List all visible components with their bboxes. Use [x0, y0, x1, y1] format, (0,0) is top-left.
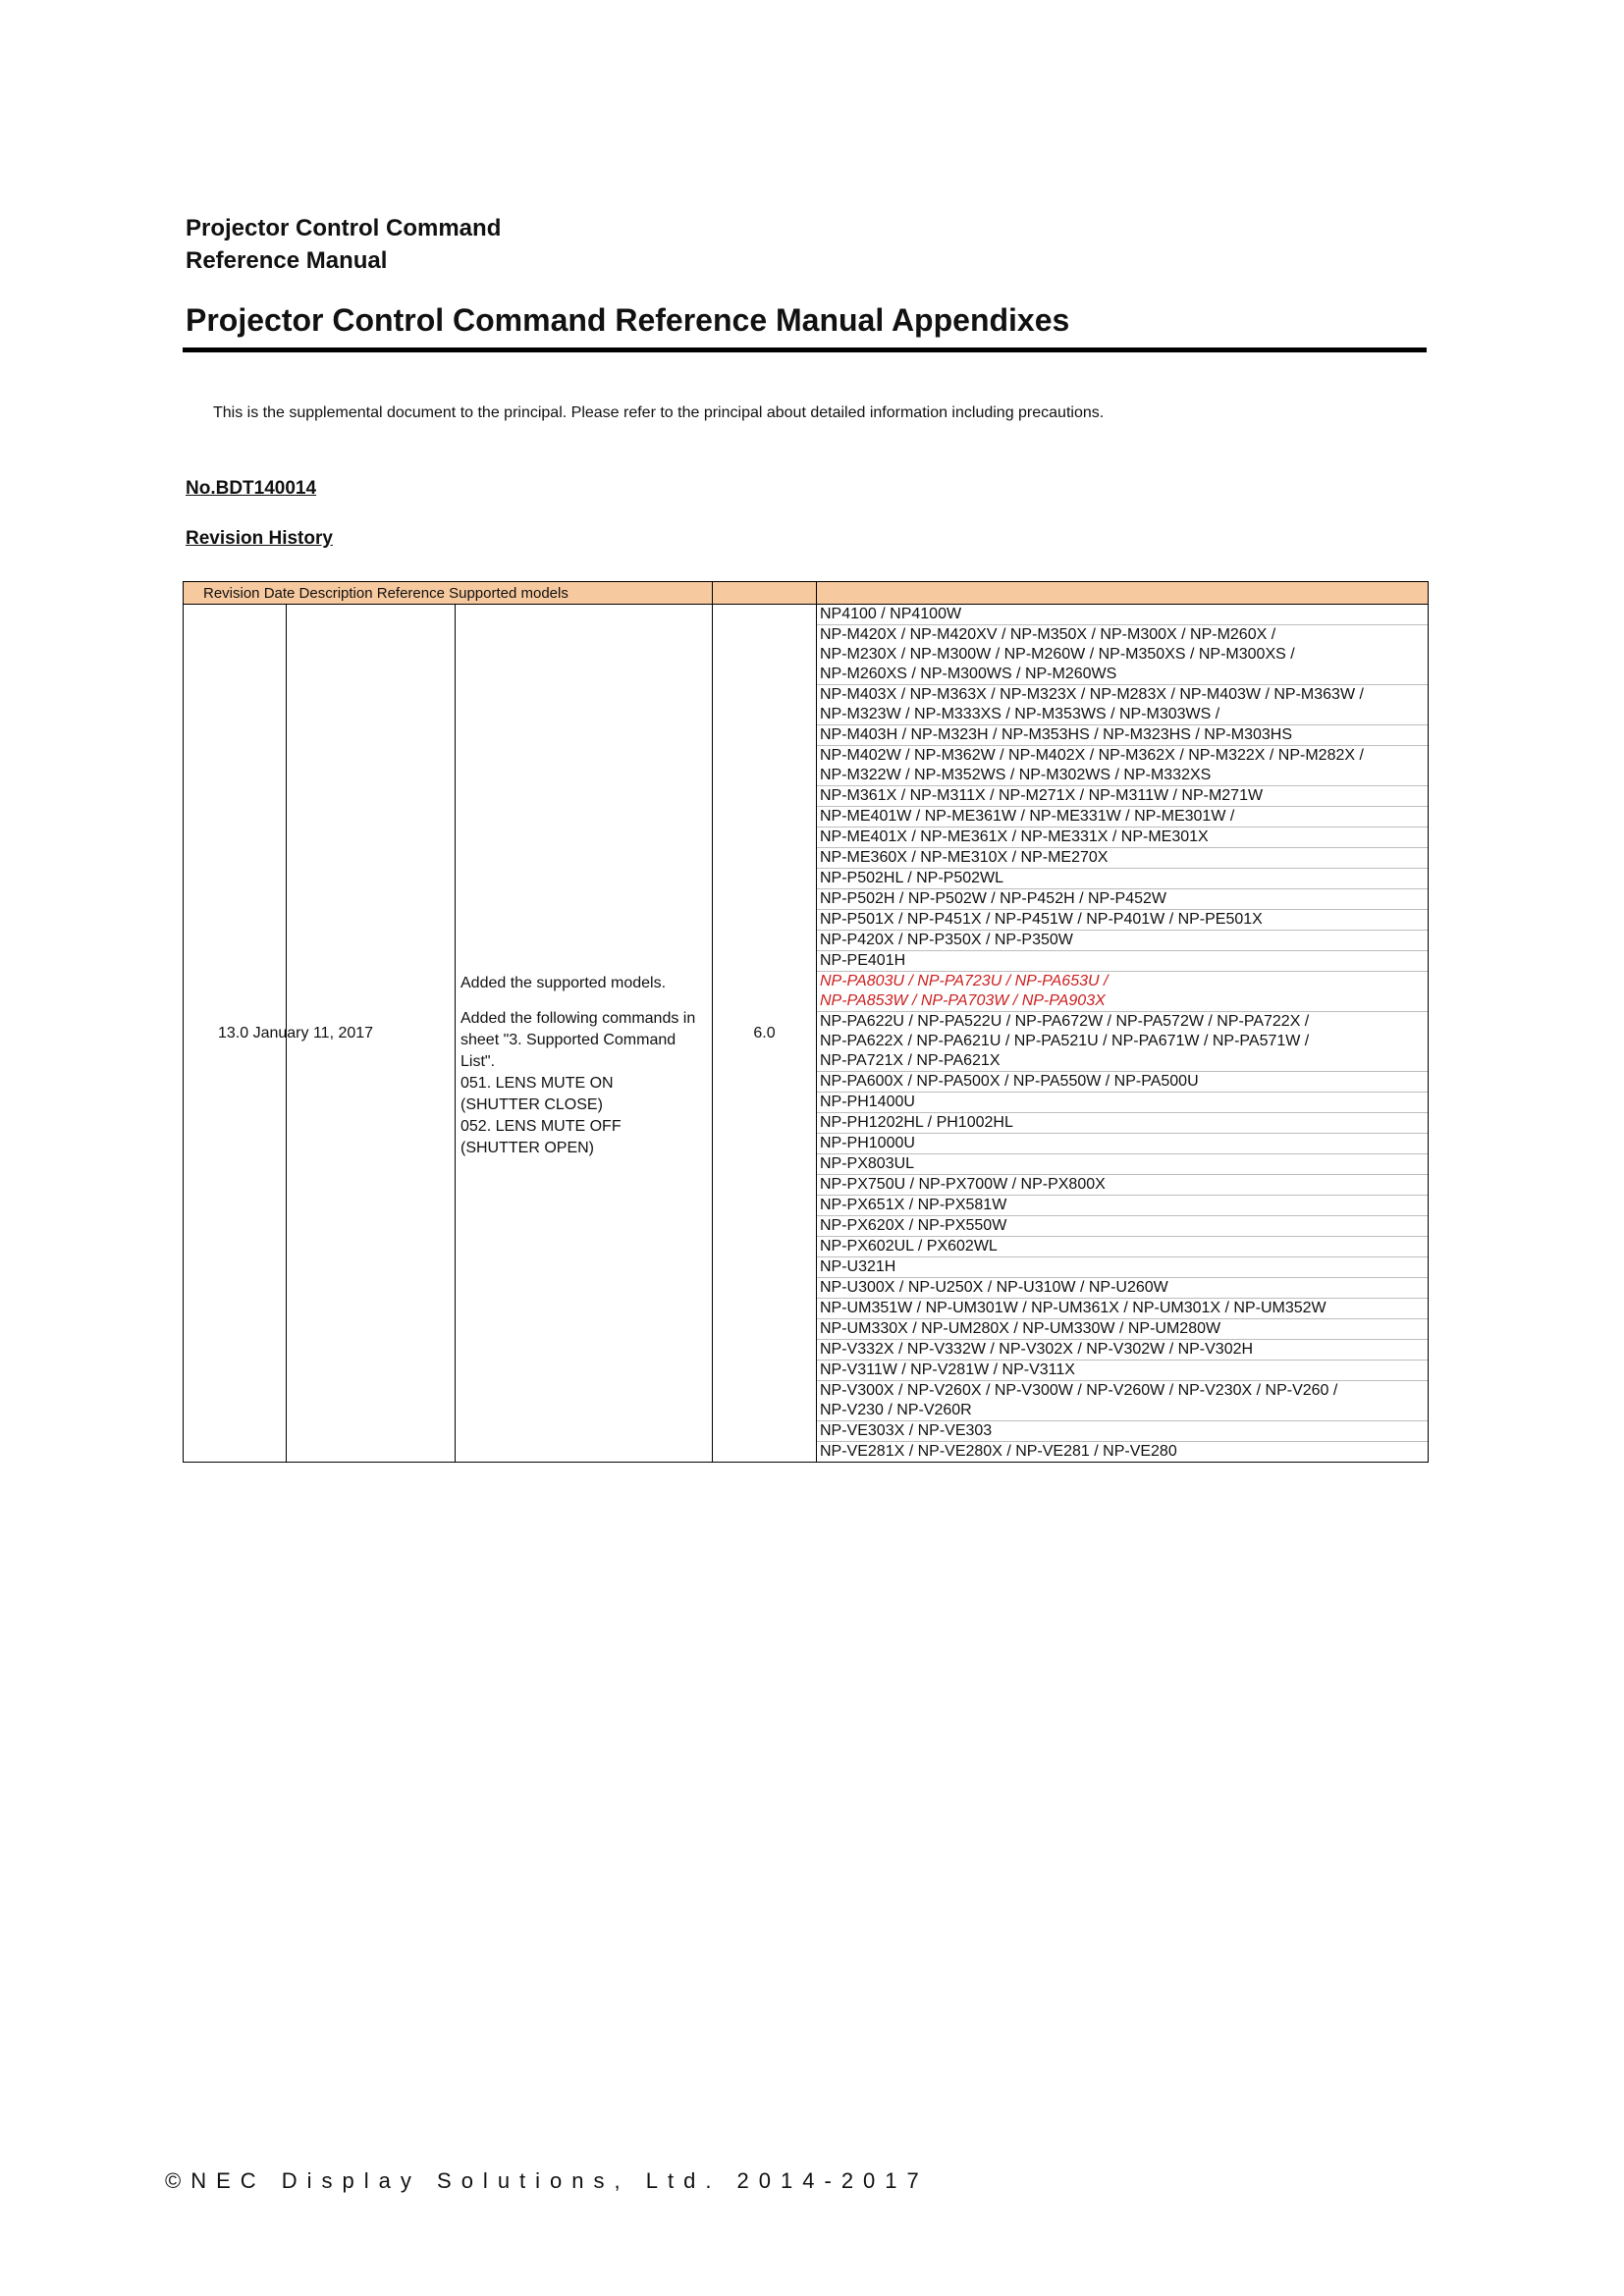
model-group-item: [817, 972, 1428, 1012]
model-line-text: NP-ME360X / NP-ME310X / NP-ME270X: [820, 849, 1109, 866]
model-line-text: NP-U321H: [820, 1258, 896, 1275]
model-group-item: [817, 1381, 1428, 1421]
model-group-item: [817, 1299, 1428, 1319]
description-line: Added the supported models.: [460, 975, 667, 991]
model-line-text: NP-P502HL / NP-P502WL: [820, 870, 1004, 886]
model-group-item: [817, 1154, 1428, 1175]
command-line: (SHUTTER OPEN): [460, 1140, 594, 1156]
model-line-text: NP-PA803U / NP-PA723U / NP-PA653U /: [820, 973, 1109, 989]
model-group-item: [817, 605, 1428, 625]
model-group-item: [817, 807, 1428, 828]
model-line-text: NP-PH1400U: [820, 1094, 915, 1110]
model-line-text: NP-M403X / NP-M363X / NP-M323X / NP-M283X / NP-M403W / NP-M363W /: [820, 686, 1364, 703]
model-line-text: NP-P420X / NP-P350X / NP-P350W: [820, 932, 1073, 948]
manual-title-line1: Projector Control Command: [186, 215, 502, 241]
model-line-text: NP-ME401X / NP-ME361X / NP-ME331X / NP-ME301X: [820, 828, 1209, 845]
model-line-text: NP-M230X / NP-M300W / NP-M260W / NP-M350XS / NP-M300XS /: [820, 646, 1295, 663]
model-group-item: [817, 685, 1428, 725]
model-group-item: [817, 951, 1428, 972]
model-group-item: [817, 1361, 1428, 1381]
model-line-text: NP-V332X / NP-V332W / NP-V302X / NP-V302W / NP-V302H: [820, 1341, 1254, 1358]
model-line-text: NP-PA853W / NP-PA703W / NP-PA903X: [820, 992, 1106, 1009]
model-line-text: NP-M322W / NP-M352WS / NP-M302WS / NP-M332XS: [820, 767, 1212, 783]
model-group-item: [817, 746, 1428, 786]
table-header-cell: [817, 582, 1429, 605]
model-line-text: NP-U300X / NP-U250X / NP-U310W / NP-U260W: [820, 1279, 1168, 1296]
revision-history-heading: Revision History: [186, 528, 333, 549]
command-line: 051. LENS MUTE ON: [460, 1075, 614, 1092]
model-line-text: NP-M260XS / NP-M300WS / NP-M260WS: [820, 666, 1117, 682]
description-line: Added the following commands in sheet "3. Supported Command List".: [460, 1010, 696, 1070]
model-group-item: [817, 1237, 1428, 1257]
model-line-text: NP-PX602UL / PX602WL: [820, 1238, 998, 1255]
model-group-item: [817, 1257, 1428, 1278]
reference-cell: 6.0: [713, 605, 817, 1463]
model-group-item: [817, 1175, 1428, 1196]
copyright-footer: ©NEC Display Solutions, Ltd. 2014-2017: [165, 2168, 929, 2193]
model-group-item: [817, 1012, 1428, 1072]
model-group-item: [817, 1072, 1428, 1093]
title-divider: [183, 347, 1427, 352]
model-line-text: NP-UM351W / NP-UM301W / NP-UM361X / NP-UM301X / NP-UM352W: [820, 1300, 1326, 1316]
table-row: [184, 605, 1429, 1463]
model-group-item: [817, 1113, 1428, 1134]
manual-title-line2: Reference Manual: [186, 247, 388, 274]
model-line-text: NP-M361X / NP-M311X / NP-M271X / NP-M311W / NP-M271W: [820, 787, 1264, 804]
model-line-text: NP-VE303X / NP-VE303: [820, 1422, 993, 1439]
model-line-text: NP-UM330X / NP-UM280X / NP-UM330W / NP-UM280W: [820, 1320, 1221, 1337]
model-group-item: [817, 828, 1428, 848]
model-group-item: [817, 910, 1428, 931]
model-group-item: [817, 1216, 1428, 1237]
document-number: No.BDT140014: [186, 478, 317, 499]
command-line: (SHUTTER CLOSE): [460, 1096, 603, 1113]
model-line-text: NP-VE281X / NP-VE280X / NP-VE281 / NP-VE280: [820, 1443, 1177, 1460]
model-group-item: [817, 1319, 1428, 1340]
command-line: 052. LENS MUTE OFF: [460, 1118, 622, 1135]
model-line-text: NP-P502H / NP-P502W / NP-P452H / NP-P452W: [820, 890, 1167, 907]
model-group-item: [817, 931, 1428, 951]
model-line-text: NP-PX803UL: [820, 1155, 915, 1172]
description-cell: [456, 605, 713, 1463]
model-line-text: NP-M403H / NP-M323H / NP-M353HS / NP-M323HS / NP-M303HS: [820, 726, 1293, 743]
model-group-item: [817, 625, 1428, 685]
table-header-cell: [184, 582, 568, 605]
revision-date-text: 13.0 January 11, 2017: [218, 1024, 374, 1041]
model-group-item: [817, 786, 1428, 807]
model-line-text: NP-PA600X / NP-PA500X / NP-PA550W / NP-PA500U: [820, 1073, 1199, 1090]
model-line-text: NP4100 / NP4100W: [820, 606, 962, 622]
table-header-row: [184, 582, 1429, 605]
model-line-text: NP-V300X / NP-V260X / NP-V300W / NP-V260W / NP-V230X / NP-V260 /: [820, 1382, 1338, 1399]
model-line-text: NP-M420X / NP-M420XV / NP-M350X / NP-M300X / NP-M260X /: [820, 626, 1276, 643]
page-title: Projector Control Command Reference Manual Appendixes: [186, 302, 1070, 338]
model-group-item: [817, 1421, 1428, 1442]
table-header-cell: [713, 582, 817, 605]
model-line-text: NP-PA622X / NP-PA621U / NP-PA521U / NP-PA671W / NP-PA571W /: [820, 1033, 1310, 1049]
model-line-text: NP-PX651X / NP-PX581W: [820, 1197, 1007, 1213]
model-line-text: NP-PA622U / NP-PA522U / NP-PA672W / NP-PA572W / NP-PA722X /: [820, 1013, 1310, 1030]
model-group-item: [817, 1442, 1428, 1462]
intro-text: This is the supplemental document to the principal. Please refer to the principal about detailed information including precautions.: [213, 404, 1105, 421]
supported-models-cell: [817, 605, 1429, 1463]
model-group-item: [817, 725, 1428, 746]
model-line-text: NP-PE401H: [820, 952, 906, 969]
revision-history-table: [183, 581, 1429, 1463]
model-line-text: NP-PH1000U: [820, 1135, 915, 1151]
model-group-item: [817, 848, 1428, 869]
model-line-text: NP-PX750U / NP-PX700W / NP-PX800X: [820, 1176, 1106, 1193]
model-group-item: [817, 1196, 1428, 1216]
model-group-item: [817, 889, 1428, 910]
model-line-text: NP-M402W / NP-M362W / NP-M402X / NP-M362X / NP-M322X / NP-M282X /: [820, 747, 1364, 764]
model-line-text: NP-PA721X / NP-PA621X: [820, 1052, 1001, 1069]
manual-title: [186, 212, 501, 277]
model-line-text: NP-M323W / NP-M333XS / NP-M353WS / NP-M303WS /: [820, 706, 1220, 722]
model-group-item: [817, 1134, 1428, 1154]
model-line-text: NP-ME401W / NP-ME361W / NP-ME331W / NP-ME301W /: [820, 808, 1235, 825]
model-line-text: NP-V311W / NP-V281W / NP-V311X: [820, 1362, 1075, 1378]
model-group-item: [817, 1340, 1428, 1361]
model-group-item: [817, 869, 1428, 889]
model-line-text: NP-V230 / NP-V260R: [820, 1402, 972, 1418]
supported-models-list: [817, 605, 1428, 1462]
model-line-text: NP-PX620X / NP-PX550W: [820, 1217, 1007, 1234]
model-line-text: NP-PH1202HL / PH1002HL: [820, 1114, 1013, 1131]
model-line-text: NP-P501X / NP-P451X / NP-P451W / NP-P401W / NP-PE501X: [820, 911, 1263, 928]
revision-cell: [184, 605, 374, 1463]
table-header-text: Revision Date Description Reference Supported models: [203, 584, 568, 602]
model-group-item: [817, 1093, 1428, 1113]
model-group-item: [817, 1278, 1428, 1299]
